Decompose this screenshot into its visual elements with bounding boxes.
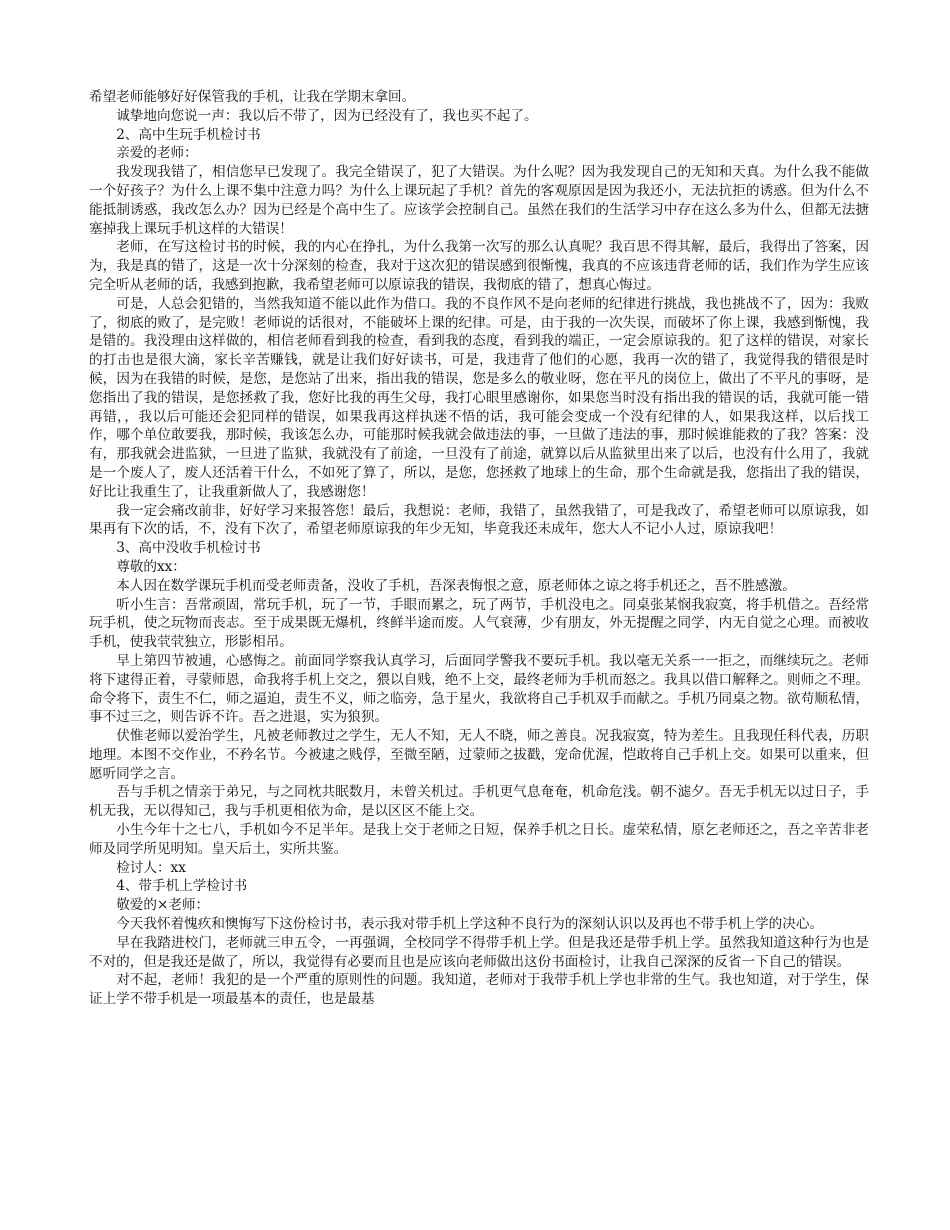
body-paragraph: 早在我踏进校门，老师就三申五令，一再强调，全校同学不得带手机上学。但是我还是带手机上学。虽然我知道这种行为也是不对的，但是我还是做了，所以，我觉得有必要而且也是应该向老师做出这份书面检讨，让我自己深深的反省一下自己的错误。 (89, 934, 869, 970)
body-paragraph: 小生今年十之七八，手机如今不足半年。是我上交于老师之日短，保养手机之日长。虚荣私情，原乞老师还之，吾之辛苦非老师及同学所见明知。皇天后土，实所共鉴。 (89, 822, 869, 857)
body-paragraph: 早上第四节被逋，心感悔之。前面同学察我认真学习，后面同学警我不要玩手机。我以毫无关系一一拒之，而继续玩之。老师将下逮得正着，寻蒙师恩，命我将手机上交之，猥以自贱，绝不上交，最终老师为手机而怒之。我具以借口解释之。则师之不理。命令将下，责生不仁，师之逼迫，责生不义，师之临旁，急于星火，我欲将自己手机双手而献之。手机乃同桌之物。欲苟顺私情，事不过三之，则告诉不许。吾之进退，实为狼狈。 (89, 652, 869, 726)
body-paragraph: 希望老师能够好好保管我的手机，让我在学期末拿回。 (89, 89, 416, 105)
body-paragraph: 吾与手机之情亲于弟兄，与之同枕共眠数月，未曾关机过。手机更气息奄奄，机命危浅。朝不滤夕。吾无手机无以过日子，手机无我，无以得知己，我与手机更相依为命，是以区区不能上交。 (89, 784, 869, 820)
document-page (89, 88, 869, 1009)
body-paragraph: 我一定会痛改前非，好好学习来报答您！最后，我想说：老师，我错了，虽然我错了，可是我改了，希望老师可以原谅我，如果再有下次的话，不，没有下次了，希望老师原谅我的年少无知，毕竟我还未成年，您大人不记小人过，原谅我吧！ (89, 502, 869, 538)
body-paragraph: 对不起，老师！我犯的是一个严重的原则性的问题。我知道，老师对于我带手机上学也非常的生气。我也知道，对于学生，保证上学不带手机是一项最基本的责任，也是最基 (89, 972, 869, 1008)
body-paragraph: 诚挚地向您说一声：我以后不带了，因为已经没有了，我也买不起了。 (116, 107, 538, 124)
body-paragraph: 本人因在数学课玩手机而受老师责备，没收了手机，吾深表悔恨之意，原老师体之谅之将手机还之，吾不胜感激。 (116, 577, 796, 594)
body-paragraph: 伏惟老师以爱治学生，凡被老师教过之学生，无人不知，无人不晓，师之善良。况我寂寞，特为差生。且我现任科代表，历职地理。本图不交作业，不矜名节。今被逮之贱俘，至微至陋，过蒙师之拔戳，宠命优渥，恺敢将自己手机上交。如果可以重来，但愿听同学之言。 (89, 728, 869, 782)
body-paragraph: 可是，人总会犯错的，当然我知道不能以此作为借口。我的不良作风不是向老师的纪律进行挑战，我也挑战不了，因为：我败了，彻底的败了，是完败！老师说的话很对，不能破坏上课的纪律。可是，由于我的一次失误，而破坏了你上课，我感到惭愧，我是错的。我没理由这样做的，相信老师看到我的检查，看到我的态度，看到我的端正，一定会原谅我的。犯了这样的错误，对家长的打击也是很大滴，家长辛苦赚钱，就是让我们好好读书，可是，我违背了他们的心愿，我再一次的错了，我觉得我的错很是时候，因为在我错的时候，是您，是您站了出来，指出我的错误，您是多么的敬业呀，您在平凡的岗位上，做出了不平凡的事呀，是您指出了我的错误，是您拯救了我，您好比我的再生父母，我打心眼里感谢你，如果您当时没有指出我的错误的话，我就可能一错再错，，我以后可能还会犯同样的错误，如果我再这样执迷不悟的话，我可能会变成一个没有纪律的人，如果我这样，以后找工作，哪个单位敢要我，那时候，我该怎么办，可能那时候我就会做违法的事，一旦做了违法的事，那时候谁能救的了我？答案：没有，那我就会进监狱，一旦进了监狱，我就没有了前途，一旦没有了前途，就算以后从监狱里出来了以后，也没有什么用了，我就是一个废人了，废人还活着干什么，不如死了算了，所以，是您，您拯救了地球上的生命，那个生命就是我，您指出了我的错误，好比让我重生了，让我重新做人了，我感谢您！ (89, 295, 869, 500)
body-paragraph: 今天我怀着愧疚和懊悔写下这份检讨书，表示我对带手机上学这种不良行为的深刻认识以及再也不带手机上学的决心。 (116, 916, 824, 933)
section-heading: 4、带手机上学检讨书 (116, 878, 248, 895)
section-heading: 3、高中没收手机检讨书 (116, 540, 261, 557)
body-paragraph: 听小生言：吾常顽固，常玩手机，玩了一节，手眼而累之，玩了两节，手机没电之。同桌张某悯我寂寞，将手机借之。吾经常玩手机，使之玩物而丧志。至于成果既无爆机，终鲜半途而废。人气衰薄，少有朋友，外无提醒之同学，内无自觉之心理。而被收手机，使我茕茕独立，形影相吊。 (89, 596, 869, 651)
body-paragraph: 老师，在写这检讨书的时候，我的内心在挣扎，为什么我第一次写的那么认真呢？我百思不得其解，最后，我得出了答案，因为，我是真的错了，这是一次十分深刻的检查，我对于这次犯的错误感到很惭愧，我真的不应该违背老师的话，我们作为学生应该完全听从老师的话，我感到抱歉，我希望老师可以原谅我的错误，我彻底的错了，想真心悔过。 (89, 239, 869, 293)
salutation-line: 敬爱的×老师： (116, 897, 210, 914)
section-heading: 2、高中生玩手机检讨书 (116, 126, 261, 143)
salutation-line: 亲爱的老师： (116, 145, 198, 162)
signature-line: 检讨人：xx (116, 859, 186, 876)
salutation-line: 尊敬的xx： (116, 558, 186, 575)
body-paragraph: 我发现我错了，相信您早已发现了。我完全错误了，犯了大错误。为什么呢？因为我发现自己的无知和天真。为什么我不能做一个好孩子？为什么上课不集中注意力吗？为什么上课玩起了手机？首先的客观原因是因为我还小，无法抗拒的诱惑。但为什么不能抵制诱惑，我改怎么办？因为已经是个高中生了。应该学会控制自己。虽然在我们的生活学习中存在这么多为什么，但都无法搪塞掉我上课玩手机这样的大错误！ (89, 164, 869, 237)
